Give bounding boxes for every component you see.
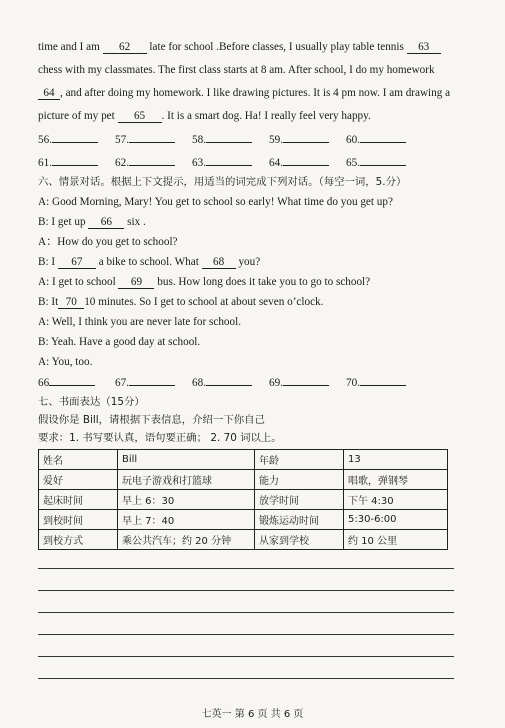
answer-row-2: 61. 62. 63. 64. 65. xyxy=(38,155,423,169)
section-7-title: 七、书面表达（15分） xyxy=(38,396,145,408)
answer-blank[interactable] xyxy=(206,132,252,143)
dialog-line-9: A: You, too. xyxy=(38,356,93,368)
answer-blank[interactable] xyxy=(129,132,175,143)
answer-blank[interactable] xyxy=(206,155,252,166)
table-row: 爱好 玩电子游戏和打篮球 能力 唱歌，弹钢琴 xyxy=(39,470,448,490)
answer-blank[interactable] xyxy=(52,132,98,143)
section-7-requirements: 要求：1. 书写要认真，语句要正确； 2. 70 词以上。 xyxy=(38,432,282,444)
dialog-line-3: A：How do you get to school? xyxy=(38,236,178,248)
answer-blank[interactable] xyxy=(49,375,95,386)
info-table xyxy=(38,449,448,550)
blank-64: 64 xyxy=(38,87,60,100)
answer-blank[interactable] xyxy=(360,132,406,143)
answer-blank[interactable] xyxy=(129,375,175,386)
table-row: 姓名 Bill 年龄 13 xyxy=(39,450,448,470)
answer-blank[interactable] xyxy=(206,375,252,386)
answer-blank[interactable] xyxy=(283,132,329,143)
passage-line-2: chess with my classmates. The first class starts at 8 am. After school, I do my homework xyxy=(38,64,435,76)
blank-70: 70 xyxy=(58,296,84,309)
answer-row-3: 66 67. 68. 69. 70. xyxy=(38,375,423,389)
blank-62: 62 xyxy=(103,41,147,54)
passage-line-4: picture of my pet 65 . It is a smart dog. Ha! I really feel very happy. xyxy=(38,110,371,122)
page-footer: 七英一 第 6 页 共 6 页 xyxy=(201,709,304,720)
answer-row-1: 56. 57. 58. 59. 60. xyxy=(38,132,423,146)
answer-blank[interactable] xyxy=(283,155,329,166)
dialog-line-2: B: I get up 66 six . xyxy=(38,216,146,228)
dialog-line-4: B: I 67 a bike to school. What 68 you? xyxy=(38,256,261,268)
answer-blank[interactable] xyxy=(360,375,406,386)
table-row: 到校时间 早上 7：40 锻炼运动时间 5:30-6:00 xyxy=(39,510,448,530)
dialog-line-1: A: Good Morning, Mary! You get to school so early! What time do you get up? xyxy=(38,196,393,208)
blank-68: 68 xyxy=(202,256,236,269)
blank-65: 65 xyxy=(118,110,162,123)
section-7-intro: 假设你是 Bill，请根据下表信息，介绍一下你自己 xyxy=(38,414,265,426)
writing-line[interactable] xyxy=(38,612,454,613)
blank-66: 66 xyxy=(88,216,124,229)
dialog-line-6: B: It 70 10 minutes. So I get to school at about seven o’clock. xyxy=(38,296,324,308)
writing-line[interactable] xyxy=(38,590,454,591)
blank-63: 63 xyxy=(407,41,441,54)
answer-blank[interactable] xyxy=(360,155,406,166)
blank-67: 67 xyxy=(58,256,96,269)
passage-line-1: time and I am 62 late for school .Before classes, I usually play table tennis 63 xyxy=(38,40,441,54)
table-row: 起床时间 早上 6：30 放学时间 下午 4:30 xyxy=(39,490,448,510)
writing-line[interactable] xyxy=(38,656,454,657)
table-row: 到校方式 乘公共汽车；约 20 分钟 从家到学校 约 10 公里 xyxy=(39,530,448,550)
dialog-line-8: B: Yeah. Have a good day at school. xyxy=(38,336,201,348)
writing-line[interactable] xyxy=(38,568,454,569)
writing-line[interactable] xyxy=(38,634,454,635)
dialog-line-5: A: I get to school 69 bus. How long does it take you to go to school? xyxy=(38,276,371,288)
dialog-line-7: A: Well, I think you are never late for school. xyxy=(38,316,242,328)
passage-line-3: 64 , and after doing my homework. I like drawing pictures. It is 4 pm now. I am drawing a xyxy=(38,86,450,100)
blank-69: 69 xyxy=(118,276,154,289)
writing-line[interactable] xyxy=(38,678,454,679)
answer-blank[interactable] xyxy=(283,375,329,386)
section-6-title: 六、情景对话。根据上下文提示，用适当的词完成下列对话。（每空一词，5.分） xyxy=(38,176,407,188)
answer-blank[interactable] xyxy=(129,155,175,166)
answer-blank[interactable] xyxy=(52,155,98,166)
